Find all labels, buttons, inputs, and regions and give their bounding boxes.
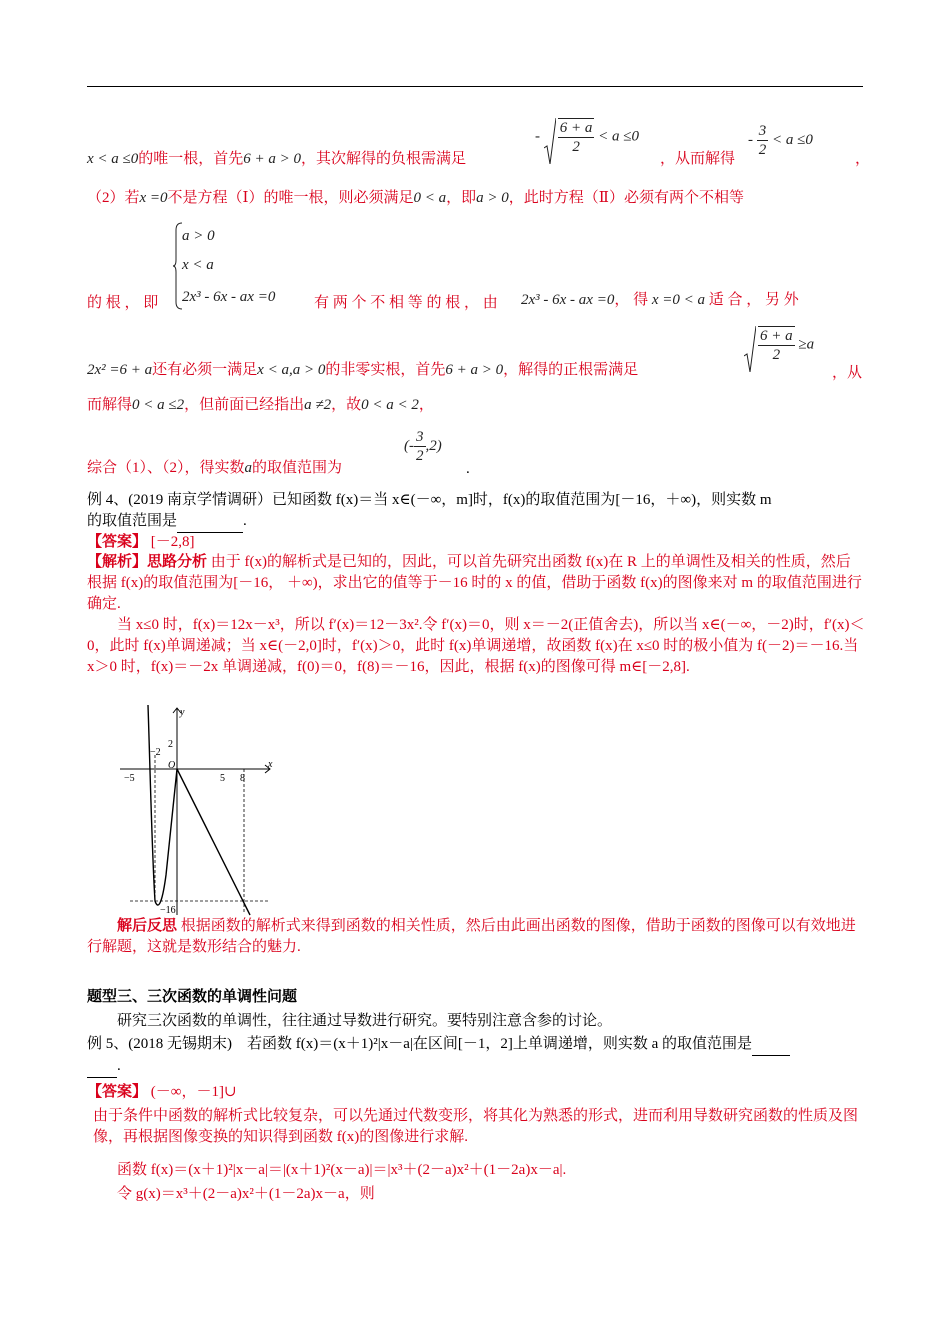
text (466, 458, 470, 480)
question-text: 例 5、(2018 无锡期末) 若函数 f(x)＝(x＋1)²|x－a|在区间[－1，2]上单调递增，则实数 a 的取值范围是 (87, 1036, 753, 1052)
answer-label: 【答案】 (87, 534, 148, 550)
example-4-question (87, 490, 865, 533)
fraction-den: 2 (758, 142, 767, 158)
minus-sign: - (535, 128, 540, 145)
example-5-formula-2: 令 g(x)＝x³＋(2－a)x²＋(1－2a)x－a，则 (117, 1186, 375, 1202)
math-expr: 6 + a > 0 (243, 151, 302, 167)
answer-blank (177, 511, 243, 533)
text: ， 得 (614, 292, 649, 308)
text: ，从 (832, 365, 863, 381)
math-expr: a ≠2 (304, 397, 332, 413)
fraction-num: 3 (416, 429, 424, 445)
system-eq-3: 2x³ - 6x - ax =0 (182, 289, 276, 305)
header-rule (87, 86, 863, 87)
text: ， (855, 151, 871, 167)
analysis-text: 由于 f(x)的解析式是已知的，因此，可以首先研究出函数 f(x)在 R 上的单调性及相关的性质，然后根据 f(x)的取值范围为[－16， ＋∞)，求出它的值等于－16 时的 x 的值，借助于函数 f(x)的图像来对 m 的取值范围进行确定. (87, 554, 862, 612)
solution-line-3b (314, 292, 498, 314)
fraction-num: 6 + a (559, 120, 593, 136)
y-label: y (180, 707, 185, 718)
neg-root-condition (535, 118, 639, 156)
math-expr: 0 < a (413, 190, 447, 206)
minus-sign: - (748, 131, 753, 148)
fraction-den: 2 (416, 448, 424, 464)
example-5-question (87, 1034, 865, 1078)
text: 还有必须一满足 (152, 362, 258, 378)
answer-blank (752, 1034, 790, 1056)
sqrt-expr (744, 326, 795, 364)
math-expr: 6 + a > 0 (445, 362, 504, 378)
math-expr: (- (404, 437, 414, 454)
analysis-label: 【解析】 (87, 554, 148, 570)
answer-value: [－2,8] (150, 534, 195, 550)
text: ，故 (331, 397, 362, 413)
solution-line-4 (87, 359, 638, 381)
fraction-num: 6 + a (760, 328, 793, 344)
x-label: x (268, 759, 273, 770)
solution-line-5 (87, 394, 434, 416)
tick-label-2: 2 (168, 739, 173, 750)
pos-root-condition (744, 326, 814, 364)
math-expr: < a ≤0 (772, 131, 813, 148)
text: 适 合 ， 另 外 (708, 292, 799, 308)
reflection-text: 根据函数的解析式来得到函数的相关性质，然后由此画出函数的图像，借助于函数的图像可以有效地进行解题，这就是数形结合的魅力. (87, 918, 856, 955)
text: （2）若 (87, 190, 140, 206)
function-graph (110, 705, 280, 920)
math-expr: a > 0 (476, 190, 509, 206)
linear-branch-line (177, 769, 250, 915)
solution-line-3c (521, 289, 799, 311)
text: 的 根 ， 即 (87, 295, 159, 311)
math-expr: < a ≤0 (598, 128, 639, 145)
text: ， (418, 397, 434, 413)
system-eq-2: x < a (182, 257, 214, 273)
text: . (243, 513, 247, 529)
text: ，从而解得 (660, 151, 736, 167)
math-expr: x =0 < a (651, 292, 706, 308)
tick-label-minus16: −16 (160, 905, 176, 916)
sqrt-sign-icon (544, 118, 556, 164)
tick-label-minus2: −2 (150, 747, 161, 758)
solution-line-2 (87, 187, 744, 209)
text: ，解得的正根需满足 (503, 362, 639, 378)
tick-label-8: 8 (240, 773, 245, 784)
text: . (117, 1058, 121, 1074)
system-eq-1: a > 0 (182, 228, 215, 244)
math-expr: 2x² =6 + a (87, 362, 153, 378)
section-3-title: 题型三、三次函数的单调性问题 (87, 989, 298, 1005)
text: 的唯一根，首先 (138, 151, 244, 167)
origin-label: O (168, 760, 176, 771)
example-4-solution (87, 615, 865, 678)
sqrt-sign-icon (744, 326, 756, 372)
solution-line-6 (87, 457, 342, 479)
math-expr: 2x³ - 6x - ax =0 (521, 292, 615, 308)
text: ，但前面已经指出 (184, 397, 305, 413)
text: ，此时方程（Ⅱ）必须有两个不相等 (508, 190, 744, 206)
reflection-label: 解后反思 (117, 918, 178, 934)
answer-value: (－∞，－1]∪ (150, 1084, 237, 1100)
text: 综合（1）、（2），得实数 (87, 460, 245, 476)
text (660, 148, 735, 170)
math-expr: x =0 (139, 190, 168, 206)
cubic-branch-curve (148, 705, 177, 905)
final-range (404, 428, 442, 465)
text: 的取值范围为 (252, 460, 343, 476)
example-4-analysis (87, 552, 865, 615)
fraction-den: 2 (572, 139, 580, 155)
math-expr: 0 < a ≤2 (132, 397, 185, 413)
answer-label: 【答案】 (87, 1084, 148, 1100)
text (832, 362, 862, 384)
question-text: 例 4、(2019 南京学情调研）已知函数 f(x)＝当 x∈(－∞，m]时，f(x)的取值范围为[－16，＋∞)，则实数 m (87, 492, 772, 508)
text: 有 两 个 不 相 等 的 根 ， 由 (314, 295, 498, 311)
analysis-heading: 思路分析 (147, 554, 208, 570)
fraction-den: 2 (772, 347, 781, 363)
tick-label-minus5: −5 (124, 773, 135, 784)
text: ，其次解得的负根需满足 (301, 151, 467, 167)
fraction-num: 3 (758, 123, 767, 139)
math-expr: x < a,a > 0 (257, 362, 326, 378)
example-4-reflection (87, 916, 865, 958)
text: 而解得 (87, 397, 133, 413)
text: 不是方程（Ⅰ）的唯一根，则必须满足 (167, 190, 414, 206)
solution-line-1 (87, 140, 467, 167)
text (855, 148, 870, 170)
example-5-formula-1: 函数 f(x)＝(x＋1)²|x－a|＝|(x＋1)²(x－a)|＝|x³＋(2－a)x²＋(1－2a)x－a|. (117, 1162, 567, 1178)
solution-line-3 (87, 292, 158, 314)
example-4-answer (87, 532, 865, 553)
math-expr: ≥a (798, 336, 815, 353)
question-text: 的取值范围是 (87, 513, 178, 529)
math-expr: ,2) (425, 437, 442, 454)
solution-text: 当 x≤0 时，f(x)＝12x－x³，所以 f′(x)＝12－3x².令 f′(x)＝0，则 x＝－2(正值舍去)，所以当 x∈(－∞，－2)时，f′(x)＜0，此时 f(x)单调递减；当 x∈(－2,0]时，f′(x)＞0，此时 f(x)单调递增，故函数 f(x)在 x≤0 时的极小值为 f(－2)＝－16.当 x＞0 时，f(x)＝－2x 单调递减，f(0)＝0，f(8)＝－16，因此，根据 f(x)的图像可得 m∈[－2,8]. (87, 617, 865, 675)
result-range-1 (748, 122, 813, 159)
text: . (466, 461, 470, 477)
math-expr: a (244, 460, 253, 476)
tick-label-5: 5 (220, 773, 225, 784)
text: ，即 (446, 190, 477, 206)
text: 的非零实根，首先 (325, 362, 446, 378)
math-expr: 0 < a < 2 (361, 397, 419, 413)
section-3-intro: 研究三次函数的单调性，往往通过导数进行研究。要特别注意含参的讨论。 (117, 1013, 613, 1029)
math-expr: x < a ≤0 (87, 151, 139, 167)
answer-blank (87, 1056, 117, 1078)
example-5-analysis: 由于条件中函数的解析式比较复杂，可以先通过代数变形，将其化为熟悉的形式，进而利用导数研究函数的性质及图像，再根据图像变换的知识得到函数 f(x)的图像进行求解. (93, 1108, 859, 1145)
example-5-answer (87, 1082, 865, 1103)
sqrt-expr (544, 118, 595, 156)
